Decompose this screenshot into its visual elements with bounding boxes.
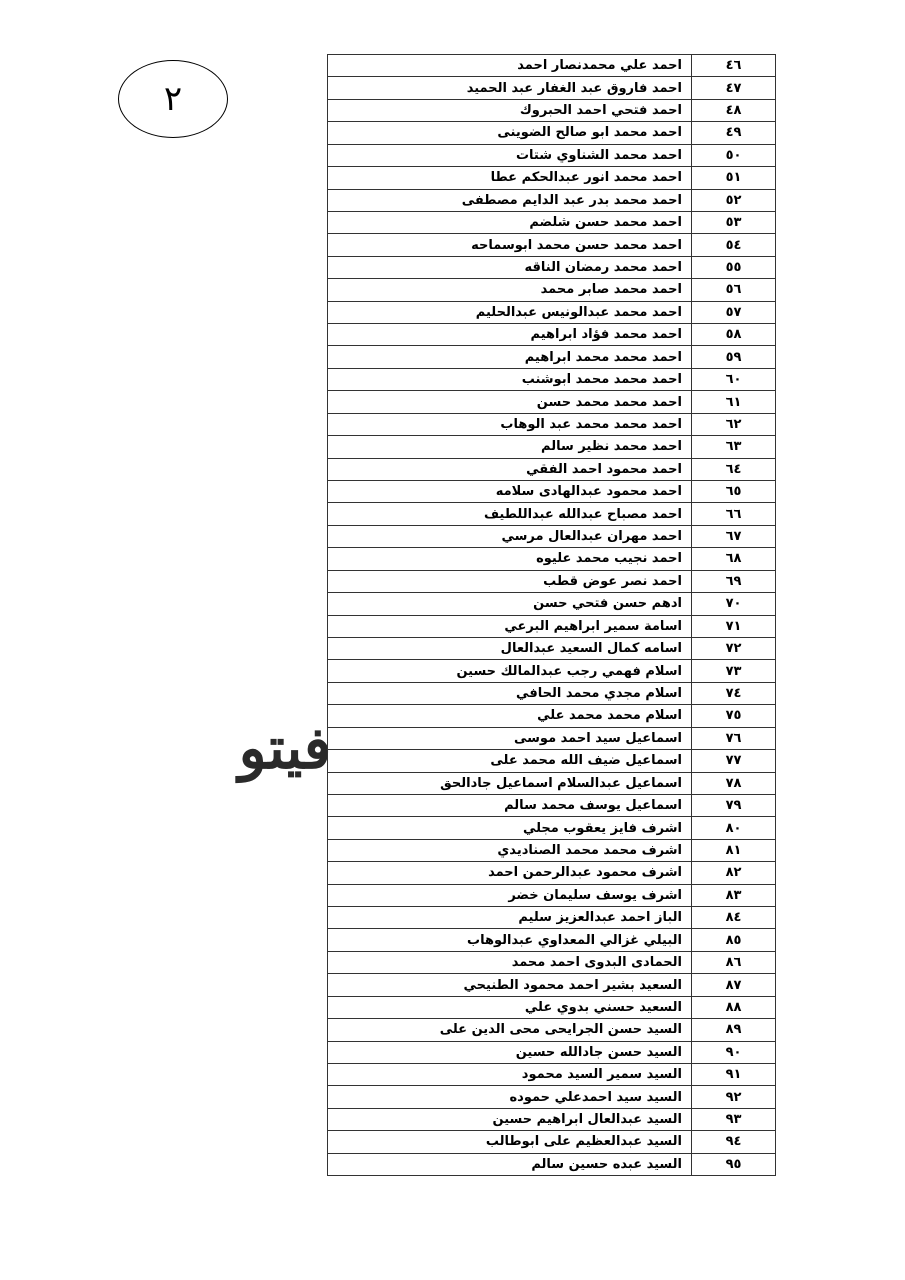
row-number: ٥٤ — [692, 234, 776, 256]
row-name: احمد محمد نظير سالم — [328, 436, 692, 458]
row-name: اسماعيل يوسف محمد سالم — [328, 794, 692, 816]
table-row — [328, 615, 776, 637]
row-number: ٨٢ — [692, 862, 776, 884]
row-number: ٥٣ — [692, 211, 776, 233]
row-name: اشرف محمد محمد الصناديدي — [328, 839, 692, 861]
row-number: ٥٨ — [692, 324, 776, 346]
table-row — [328, 77, 776, 99]
row-number: ٤٧ — [692, 77, 776, 99]
table-row — [328, 167, 776, 189]
row-name: السيد حسن جادالله حسين — [328, 1041, 692, 1063]
table-row — [328, 750, 776, 772]
table-row — [328, 189, 776, 211]
row-name: احمد محمد حسن شلضم — [328, 211, 692, 233]
table-row — [328, 436, 776, 458]
table-row — [328, 593, 776, 615]
page-number-badge — [118, 60, 228, 138]
table-row — [328, 772, 776, 794]
row-name: اسلام محمد محمد علي — [328, 705, 692, 727]
row-name: احمد محمد صابر محمد — [328, 279, 692, 301]
table-row — [328, 346, 776, 368]
table-row — [328, 929, 776, 951]
row-number: ٧٢ — [692, 637, 776, 659]
row-name: احمد محمود عبدالهادى سلامه — [328, 481, 692, 503]
row-name: احمد محمد الشناوي شتات — [328, 144, 692, 166]
row-name: احمد محمد محمد عبد الوهاب — [328, 413, 692, 435]
row-name: احمد محمد عبدالونيس عبدالحليم — [328, 301, 692, 323]
row-number: ٨٠ — [692, 817, 776, 839]
table-row — [328, 951, 776, 973]
table-row — [328, 1086, 776, 1108]
row-name: الباز احمد عبدالعزيز سليم — [328, 907, 692, 929]
row-number: ٦٢ — [692, 413, 776, 435]
table-row — [328, 817, 776, 839]
row-number: ٥٠ — [692, 144, 776, 166]
row-name: اشرف محمود عبدالرحمن احمد — [328, 862, 692, 884]
row-number: ٥١ — [692, 167, 776, 189]
row-number: ٥٦ — [692, 279, 776, 301]
table-row — [328, 324, 776, 346]
row-name: احمد محمد حسن محمد ابوسماحه — [328, 234, 692, 256]
table-row — [328, 234, 776, 256]
table-row — [328, 907, 776, 929]
row-name: احمد محمد محمد ابراهيم — [328, 346, 692, 368]
table-row — [328, 548, 776, 570]
row-name: السيد حسن الجرايحى محى الدين على — [328, 1019, 692, 1041]
row-number: ٦٧ — [692, 525, 776, 547]
row-name: اشرف فايز يعقوب مجلي — [328, 817, 692, 839]
row-number: ٩٢ — [692, 1086, 776, 1108]
row-number: ٦٥ — [692, 481, 776, 503]
row-name: احمد علي محمدنصار احمد — [328, 55, 692, 77]
row-name: اسلام مجدي محمد الحافي — [328, 682, 692, 704]
table-row — [328, 1019, 776, 1041]
row-number: ٨٣ — [692, 884, 776, 906]
table-row — [328, 1041, 776, 1063]
table-row — [328, 570, 776, 592]
table-row — [328, 660, 776, 682]
table-row — [328, 862, 776, 884]
row-number: ٧٦ — [692, 727, 776, 749]
row-name: السعيد حسني بدوي علي — [328, 996, 692, 1018]
row-number: ٧٤ — [692, 682, 776, 704]
row-number: ٧٨ — [692, 772, 776, 794]
table-row — [328, 55, 776, 77]
table-row — [328, 458, 776, 480]
table-row — [328, 122, 776, 144]
row-number: ٦٨ — [692, 548, 776, 570]
table-row — [328, 637, 776, 659]
row-name: اسماعيل سيد احمد موسى — [328, 727, 692, 749]
table-row — [328, 1063, 776, 1085]
row-number: ٦٤ — [692, 458, 776, 480]
table-row — [328, 279, 776, 301]
row-name: احمد محمد انور عبدالحكم عطا — [328, 167, 692, 189]
row-name: احمد محمد محمد حسن — [328, 391, 692, 413]
row-number: ٦٩ — [692, 570, 776, 592]
table-row — [328, 368, 776, 390]
table-row — [328, 705, 776, 727]
row-number: ٩٣ — [692, 1108, 776, 1130]
table-row — [328, 839, 776, 861]
row-number: ٧٥ — [692, 705, 776, 727]
row-number: ٨٥ — [692, 929, 776, 951]
row-name: احمد نجيب محمد عليوه — [328, 548, 692, 570]
row-number: ٨١ — [692, 839, 776, 861]
row-number: ٥٧ — [692, 301, 776, 323]
row-name: ادهم حسن فتحي حسن — [328, 593, 692, 615]
row-number: ٧٩ — [692, 794, 776, 816]
row-name: السيد سمير السيد محمود — [328, 1063, 692, 1085]
row-name: السيد سيد احمدعلي حموده — [328, 1086, 692, 1108]
row-number: ٨٩ — [692, 1019, 776, 1041]
table-row — [328, 1131, 776, 1153]
row-number: ٩١ — [692, 1063, 776, 1085]
table-row — [328, 144, 776, 166]
row-number: ٨٦ — [692, 951, 776, 973]
row-name: احمد مهران عبدالعال مرسي — [328, 525, 692, 547]
table-row — [328, 1108, 776, 1130]
page-number: ٢ — [163, 79, 183, 119]
table-row — [328, 391, 776, 413]
row-name: اسلام فهمي رجب عبدالمالك حسين — [328, 660, 692, 682]
table-row — [328, 256, 776, 278]
table-row — [328, 301, 776, 323]
names-table — [327, 54, 776, 1176]
table-row — [328, 211, 776, 233]
row-number: ٨٨ — [692, 996, 776, 1018]
row-name: البيلي غزالي المعداوي عبدالوهاب — [328, 929, 692, 951]
row-number: ٧٧ — [692, 750, 776, 772]
row-name: احمد فاروق عبد الغفار عبد الحميد — [328, 77, 692, 99]
row-number: ٥٩ — [692, 346, 776, 368]
row-number: ٥٥ — [692, 256, 776, 278]
row-number: ٦٠ — [692, 368, 776, 390]
row-name: السيد عبده حسين سالم — [328, 1153, 692, 1175]
row-name: الحمادى البدوى احمد محمد — [328, 951, 692, 973]
row-name: اسامه كمال السعيد عبدالعال — [328, 637, 692, 659]
row-name: احمد نصر عوض قطب — [328, 570, 692, 592]
row-name: السيد عبدالعظيم على ابوطالب — [328, 1131, 692, 1153]
row-name: اسامة سمير ابراهيم البرعي — [328, 615, 692, 637]
watermark-text: فيتو — [238, 714, 332, 782]
row-name: السيد عبدالعال ابراهيم حسين — [328, 1108, 692, 1130]
row-number: ٦٦ — [692, 503, 776, 525]
table-row — [328, 481, 776, 503]
row-name: اسماعيل عبدالسلام اسماعيل جادالحق — [328, 772, 692, 794]
row-number: ٤٨ — [692, 99, 776, 121]
row-name: السعيد بشير احمد محمود الطنيحي — [328, 974, 692, 996]
row-number: ٧٠ — [692, 593, 776, 615]
row-number: ٧١ — [692, 615, 776, 637]
table-row — [328, 99, 776, 121]
table-row — [328, 794, 776, 816]
row-number: ٧٣ — [692, 660, 776, 682]
row-number: ٦٣ — [692, 436, 776, 458]
row-name: احمد محمد محمد ابوشنب — [328, 368, 692, 390]
table-row — [328, 682, 776, 704]
table-row — [328, 503, 776, 525]
table-row — [328, 1153, 776, 1175]
row-number: ٨٧ — [692, 974, 776, 996]
row-number: ٩٥ — [692, 1153, 776, 1175]
row-number: ٤٩ — [692, 122, 776, 144]
row-name: احمد مصباح عبدالله عبداللطيف — [328, 503, 692, 525]
row-name: احمد محمود احمد الفقي — [328, 458, 692, 480]
table-row — [328, 727, 776, 749]
row-name: احمد محمد بدر عبد الدايم مصطفى — [328, 189, 692, 211]
row-name: اشرف يوسف سليمان خضر — [328, 884, 692, 906]
row-number: ٥٢ — [692, 189, 776, 211]
row-name: احمد فتحي احمد الحبروك — [328, 99, 692, 121]
row-number: ٦١ — [692, 391, 776, 413]
row-number: ٩٠ — [692, 1041, 776, 1063]
row-name: احمد محمد فؤاد ابراهيم — [328, 324, 692, 346]
table-row — [328, 996, 776, 1018]
row-number: ٩٤ — [692, 1131, 776, 1153]
row-number: ٨٤ — [692, 907, 776, 929]
table-row — [328, 413, 776, 435]
row-name: اسماعيل ضيف الله محمد على — [328, 750, 692, 772]
row-name: احمد محمد ابو صالح الضوينى — [328, 122, 692, 144]
row-name: احمد محمد رمضان الناقه — [328, 256, 692, 278]
table-row — [328, 525, 776, 547]
table-row — [328, 884, 776, 906]
row-number: ٤٦ — [692, 55, 776, 77]
table-row — [328, 974, 776, 996]
